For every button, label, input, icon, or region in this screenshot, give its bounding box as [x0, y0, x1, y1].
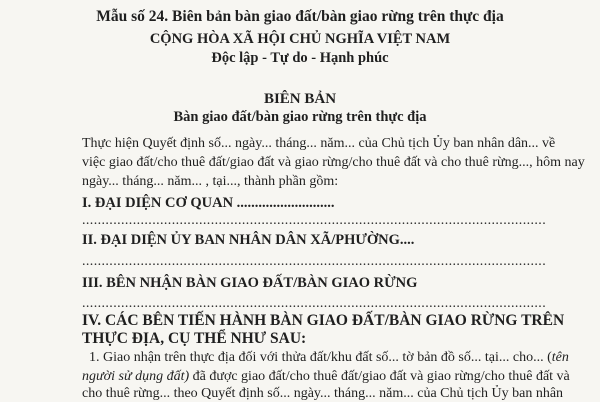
- document-subtitle: Bàn giao đất/bàn giao rừng trên thực địa: [173, 109, 427, 125]
- intro-line-1: Thực hiện Quyết định số... ngày... tháng... năm... của Chủ tịch Ủy ban nhân dân... về: [82, 136, 556, 151]
- item-1-line-1-text: 1. Giao nhận trên thực địa đối với thửa đất/khu đất số... tờ bản đồ số... tại... cho... (: [89, 350, 552, 365]
- item-1-line-1-italic: tên: [551, 350, 569, 365]
- item-1-line-3: cho thuê rừng... theo Quyết định số... ngày... tháng... năm... của Chủ tịch Ủy ban nhân: [82, 386, 564, 401]
- intro-line-3: ngày... tháng... năm... , tại..., thành phần gồm:: [82, 174, 339, 189]
- section-1-dots: .......................................................................................................................: [82, 213, 547, 228]
- section-2-heading: II. ĐẠI DIỆN ỦY BAN NHÂN DÂN XÃ/PHƯỜNG....: [82, 232, 415, 248]
- form-number-title: Mẫu số 24. Biên bản bàn giao đất/bàn giao rừng trên thực địa: [96, 8, 504, 25]
- item-1-line-1: [89, 350, 569, 366]
- document-title: BIÊN BẢN: [263, 91, 337, 107]
- intro-line-2: việc giao đất/cho thuê đất/giao đất và giao rừng/cho thuê đất và cho thuê rừng..., hôm nay: [82, 155, 585, 170]
- section-4-heading-line-1: IV. CÁC BÊN TIẾN HÀNH BÀN GIAO ĐẤT/BÀN GIAO RỪNG TRÊN: [82, 312, 565, 329]
- section-3-heading: III. BÊN NHẬN BÀN GIAO ĐẤT/BÀN GIAO RỪNG: [82, 275, 418, 291]
- section-4-heading-line-2: THỰC ĐỊA, CỤ THỂ NHƯ SAU:: [82, 330, 307, 347]
- national-title: CỘNG HÒA XÃ HỘI CHỦ NGHĨA VIỆT NAM: [149, 31, 451, 47]
- section-1-heading: I. ĐẠI DIỆN CƠ QUAN ...........................: [82, 195, 335, 211]
- section-2-dots: .......................................................................................................................: [82, 254, 547, 269]
- section-3-dots: .......................................................................................................................: [82, 296, 547, 311]
- item-1-line-2-text: đã được giao đất/cho thuê đất/giao đất và giao rừng/cho thuê đất và: [189, 369, 570, 384]
- national-motto: Độc lập - Tự do - Hạnh phúc: [211, 50, 389, 66]
- item-1-line-2: [82, 369, 570, 385]
- item-1-line-2-italic: người sử dụng đất): [82, 369, 190, 384]
